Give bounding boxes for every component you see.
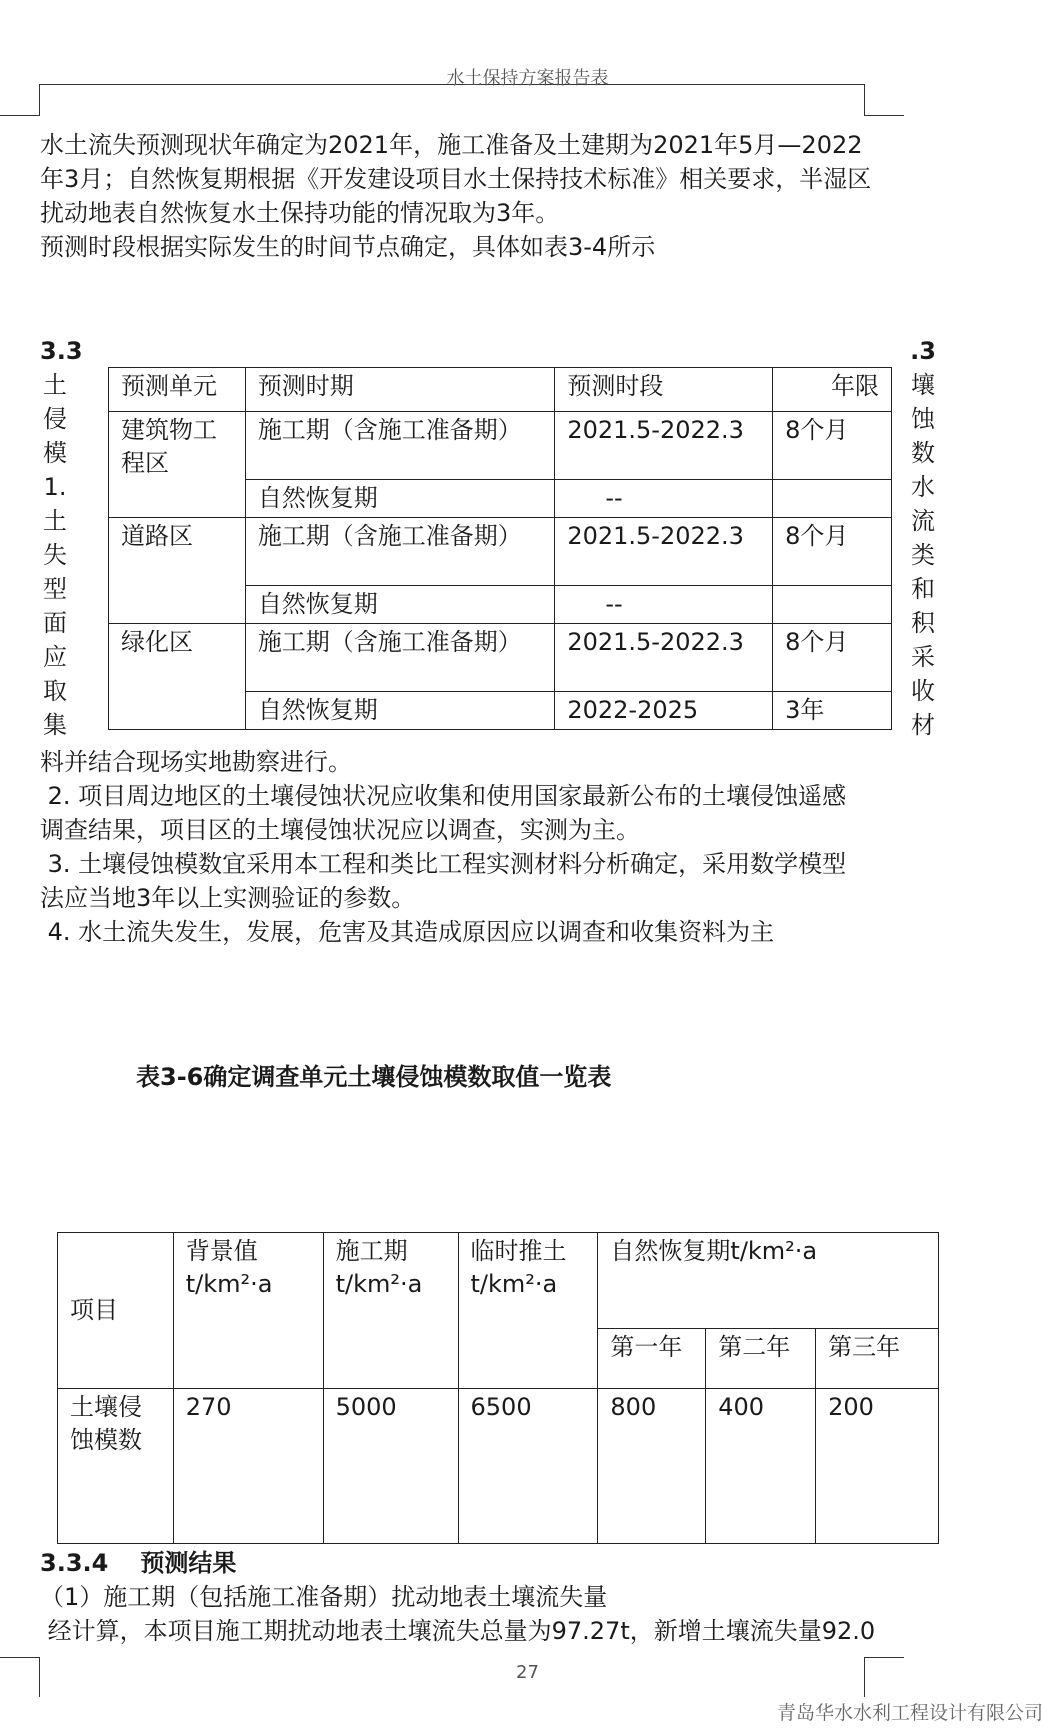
side-char: 流 (911, 507, 935, 535)
header-temp-cell: 临时推土t/km²·a (458, 1233, 598, 1389)
range-cell: 2021.5-2022.3 (555, 412, 773, 480)
results-heading-text: 预测结果 (140, 1549, 237, 1577)
results-line: 经计算，本项目施工期扰动地表土壤流失总量为97.27t，新增土壤流失量92.0 (40, 1617, 876, 1645)
intro-line-4: 预测时段根据实际发生的时间节点确定，具体如表3-4所示 (40, 233, 656, 261)
header-year3-cell: 第三年 (816, 1329, 939, 1389)
page-number: 27 (516, 1662, 539, 1683)
header-cell: 预测时段 (555, 368, 773, 412)
table-row (58, 1389, 939, 1544)
period-cell: 施工期（含施工准备期） (245, 412, 555, 480)
side-char: 收 (911, 677, 935, 705)
side-text-left (40, 334, 83, 742)
crop-mark-bl-h (0, 1657, 40, 1658)
unit-cell: 建筑物工程区 (109, 412, 246, 518)
prediction-period-table (108, 367, 892, 730)
header-cell: 年限 (773, 368, 892, 412)
header-item-cell: 项目 (58, 1233, 174, 1389)
note-line-5: 法应当地3年以上实测验证的参数。 (40, 884, 416, 912)
header-background-cell: 背景值t/km²·a (173, 1233, 323, 1389)
note-line-4: 3. 土壤侵蚀模数宜采用本工程和类比工程实测材料分析确定，采用数学模型 (40, 850, 847, 878)
range-cell: 2021.5-2022.3 (555, 518, 773, 586)
period-cell: 自然恢复期 (245, 586, 555, 624)
note-line-6: 4. 水土流失发生，发展，危害及其造成原因应以调查和收集资料为主 (40, 918, 775, 946)
years-cell (773, 586, 892, 624)
header-cell: 预测时期 (245, 368, 555, 412)
company-name: 青岛华水水利工程设计有限公司 (776, 1702, 1043, 1724)
crop-mark-br-h (864, 1657, 904, 1658)
side-char: 侵 (43, 405, 67, 433)
header-cell: 预测单元 (109, 368, 246, 412)
intro-line-3: 扰动地表自然恢复水土保持功能的情况取为3年。 (40, 199, 560, 227)
range-cell: -- (555, 480, 773, 518)
side-char: 模 (43, 439, 67, 467)
side-char: 型 (43, 575, 67, 603)
side-char: 和 (911, 575, 935, 603)
side-char: 积 (911, 609, 935, 637)
note-line-3: 调查结果，项目区的土壤侵蚀状况应以调查，实测为主。 (40, 816, 640, 844)
side-char: 数 (911, 439, 935, 467)
side-char: 失 (43, 541, 67, 569)
table-row (109, 412, 892, 480)
period-cell: 施工期（含施工准备期） (245, 624, 555, 692)
side-char: 采 (911, 643, 935, 671)
unit-cell: 绿化区 (109, 624, 246, 730)
value-cell: 400 (706, 1389, 816, 1544)
side-char: .3 (910, 337, 936, 365)
table-header-row (58, 1233, 939, 1329)
period-cell: 自然恢复期 (245, 480, 555, 518)
header-year2-cell: 第二年 (706, 1329, 816, 1389)
side-char: 集 (43, 711, 67, 739)
unit-cell: 道路区 (109, 518, 246, 624)
side-char: 土 (43, 371, 67, 399)
years-cell: 8个月 (773, 624, 892, 692)
side-text-right (908, 334, 938, 742)
side-char: 壤 (911, 371, 935, 399)
side-char: 类 (911, 541, 935, 569)
results-heading (40, 1546, 236, 1580)
results-heading-number: 3.3.4 (40, 1549, 109, 1577)
years-cell: 8个月 (773, 412, 892, 480)
row-label-cell: 土壤侵蚀模数 (58, 1389, 174, 1544)
value-cell: 270 (173, 1389, 323, 1544)
years-cell: 3年 (773, 692, 892, 730)
header-title: 水土保持方案报告表 (446, 68, 609, 89)
header-construction-cell: 施工期t/km²·a (323, 1233, 458, 1389)
side-char: 水 (911, 473, 935, 501)
table-row (109, 518, 892, 586)
side-char: 蚀 (911, 405, 935, 433)
period-cell: 自然恢复期 (245, 692, 555, 730)
value-cell: 5000 (323, 1389, 458, 1544)
header-year1-cell: 第一年 (598, 1329, 706, 1389)
table-header-row (109, 368, 892, 412)
intro-line-2: 年3月；自然恢复期根据《开发建设项目水土保持技术标准》相关要求，半湿区 (40, 165, 872, 193)
side-char: 取 (43, 677, 67, 705)
intro-line-1: 水土流失预测现状年确定为2021年，施工准备及土建期为2021年5月—2022 (40, 131, 863, 159)
erosion-modulus-table (57, 1232, 939, 1544)
value-cell: 6500 (458, 1389, 598, 1544)
side-char: 材 (911, 711, 935, 739)
header-recovery-cell: 自然恢复期t/km²·a (598, 1233, 939, 1329)
range-cell: 2021.5-2022.3 (555, 624, 773, 692)
years-cell (773, 480, 892, 518)
table-caption: 表3-6确定调查单元土壤侵蚀模数取值一览表 (136, 1063, 612, 1091)
value-cell: 200 (816, 1389, 939, 1544)
results-subheading: （1）施工期（包括施工准备期）扰动地表土壤流失量 (40, 1583, 608, 1611)
years-cell: 8个月 (773, 518, 892, 586)
range-cell: 2022-2025 (555, 692, 773, 730)
side-char: 面 (43, 609, 67, 637)
crop-mark-tr-h (864, 115, 904, 116)
value-cell: 800 (598, 1389, 706, 1544)
crop-mark-tl-h (0, 115, 40, 116)
range-cell: -- (555, 586, 773, 624)
side-char: 土 (43, 507, 67, 535)
side-char: 应 (43, 643, 67, 671)
period-cell: 施工期（含施工准备期） (245, 518, 555, 586)
note-line-1: 料并结合现场实地勘察进行。 (40, 748, 352, 776)
side-char: 3.3 (40, 337, 83, 365)
side-char: 1. (43, 473, 67, 501)
table-row (109, 624, 892, 692)
note-line-2: 2. 项目周边地区的土壤侵蚀状况应收集和使用国家最新公布的土壤侵蚀遥感 (40, 782, 847, 810)
